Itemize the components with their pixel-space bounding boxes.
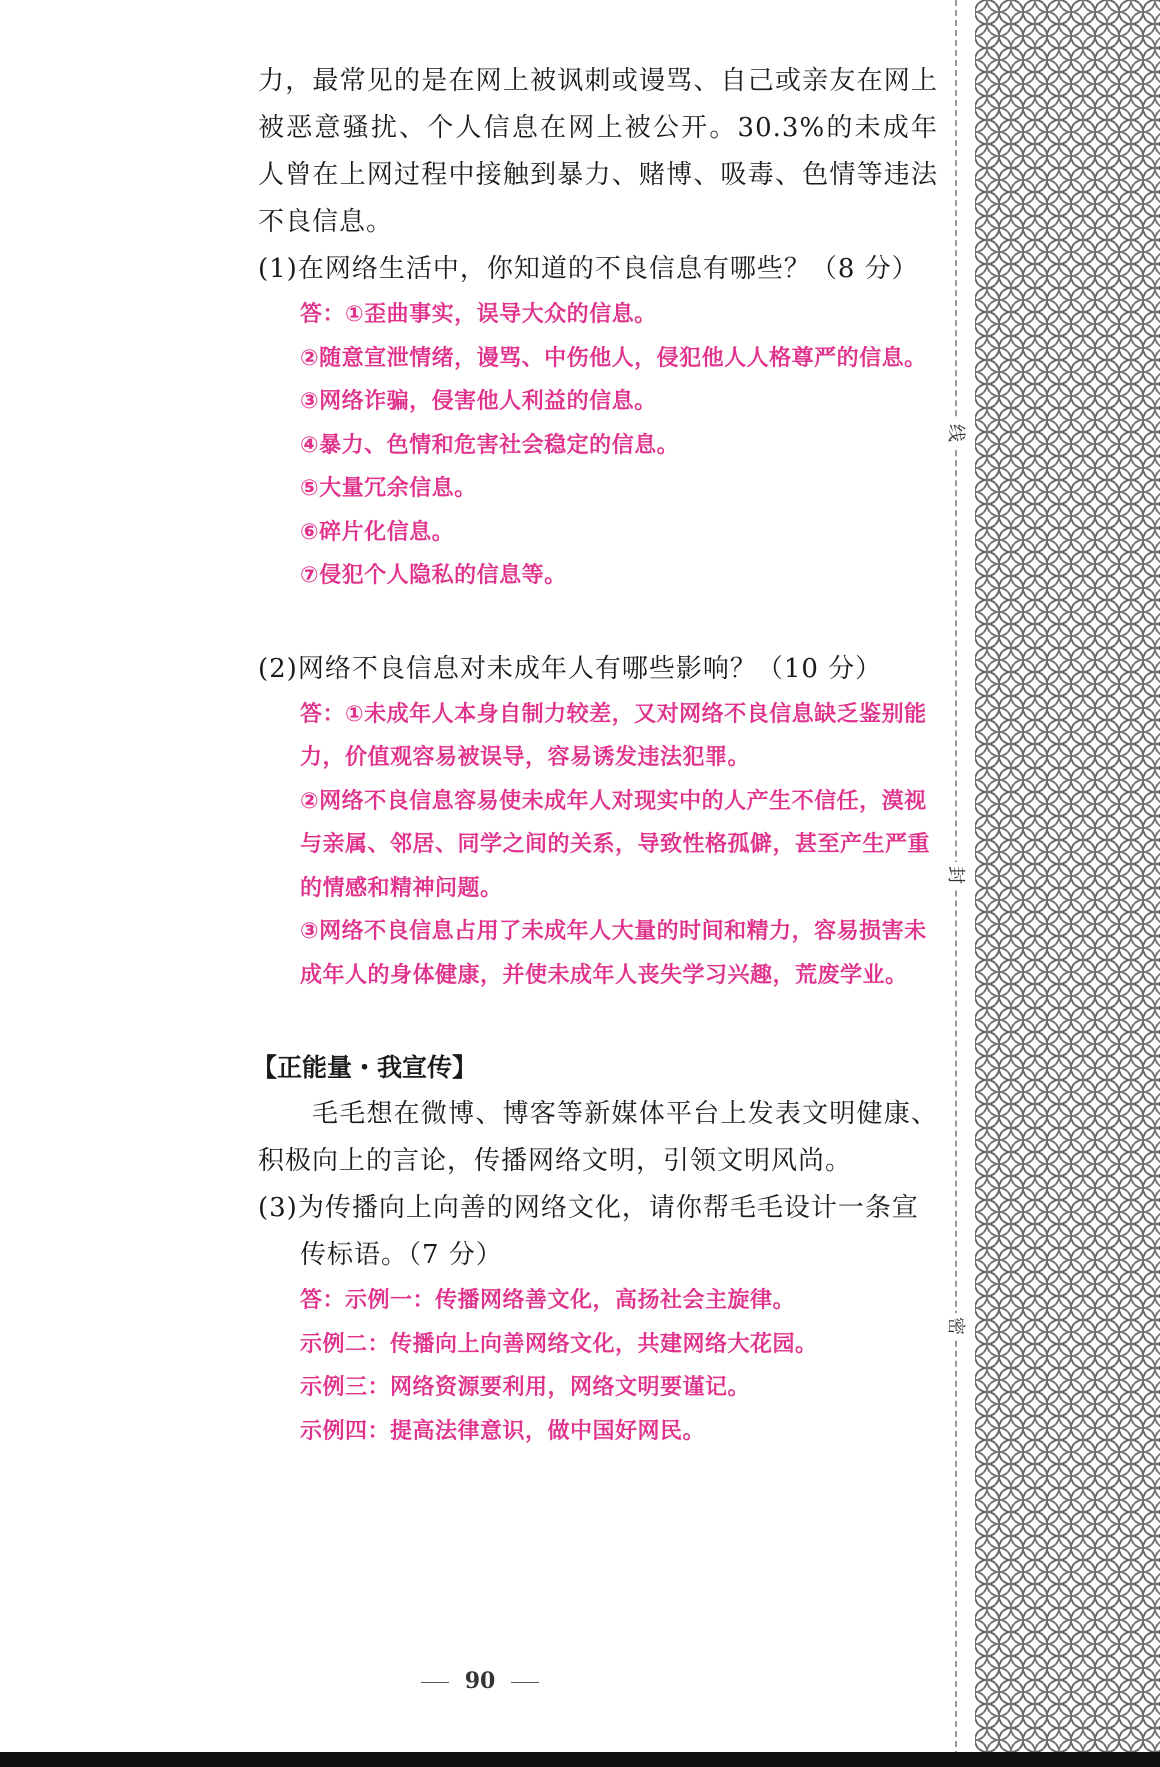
page-number: 90 (464, 1668, 496, 1694)
q3-answer-1: 答：示例一：传播网络善文化，高扬社会主旋律。 (300, 1288, 796, 1313)
q1-answer-2: ②随意宣泄情绪，谩骂、中伤他人，侵犯他人人格尊严的信息。 (300, 345, 927, 371)
section-title: 【正能量・我宣传】 (252, 1053, 478, 1082)
q3-answer-3: 示例三：网络资源要利用，网络文明要谨记。 (300, 1375, 751, 1400)
question-2: (2)网络不良信息对未成年人有哪些影响？（10 分） (258, 653, 883, 684)
section-intro: 毛毛想在微博、博客等新媒体平台上发表文明健康、积极向上的言论，传播网络文明，引领文明风尚。 (258, 1099, 938, 1176)
bottom-edge-bar (0, 1752, 1160, 1767)
binding-mark-secret: 密 (942, 1313, 968, 1339)
footer-dash-right (511, 1682, 539, 1683)
page-footer (0, 1668, 1160, 1694)
q1-answer-3: ③网络诈骗，侵害他人利益的信息。 (300, 389, 657, 414)
q3-answer-4: 示例四：提高法律意识，做中国好网民。 (300, 1418, 706, 1444)
q1-answer-5: ⑤大量冗余信息。 (300, 476, 477, 501)
footer-dash-left (421, 1682, 449, 1683)
q1-answer-4: ④暴力、色情和危害社会稳定的信息。 (300, 432, 680, 458)
q1-answer-6: ⑥碎片化信息。 (300, 519, 455, 545)
question-3-line1: (3)为传播向上向善的网络文化，请你帮毛毛设计一条宣 (258, 1193, 919, 1223)
q3-answer-2: 示例二：传播向上向善网络文化，共建网络大花园。 (300, 1331, 818, 1357)
q2-answer-2: ②网络不良信息容易使未成年人对现实中的人产生不信任，漠视与亲属、邻居、同学之间的关系，导致性格孤僻，甚至产生严重的情感和精神问题。 (300, 788, 931, 901)
q2-answer-1: 答：①未成年人本身自制力较差，又对网络不良信息缺乏鉴别能力，价值观容易被误导，容易诱发违法犯罪。 (300, 701, 927, 770)
question-3-line2: 传标语。（7 分） (300, 1240, 503, 1270)
q1-answer-1: 答：①歪曲事实，误导大众的信息。 (300, 302, 657, 327)
q1-answer-7: ⑦侵犯个人隐私的信息等。 (300, 563, 567, 588)
binding-mark-seal: 封 (942, 862, 968, 888)
intro-paragraph: 力，最常见的是在网上被讽刺或谩骂、自己或亲友在网上被恶意骚扰、个人信息在网上被公开。30.3%的未成年人曾在上网过程中接触到暴力、赌博、吸毒、色情等违法不良信息。 (258, 66, 938, 237)
q2-answer-3: ③网络不良信息占用了未成年人大量的时间和精力，容易损害未成年人的身体健康，并使未成年人丧失学习兴趣，荒废学业。 (300, 919, 927, 988)
question-1: (1)在网络生活中，你知道的不良信息有哪些？（8 分） (258, 254, 919, 284)
decorative-border-pattern (975, 0, 1160, 1752)
page-content (252, 58, 938, 1453)
binding-mark-line: 线 (942, 420, 968, 446)
